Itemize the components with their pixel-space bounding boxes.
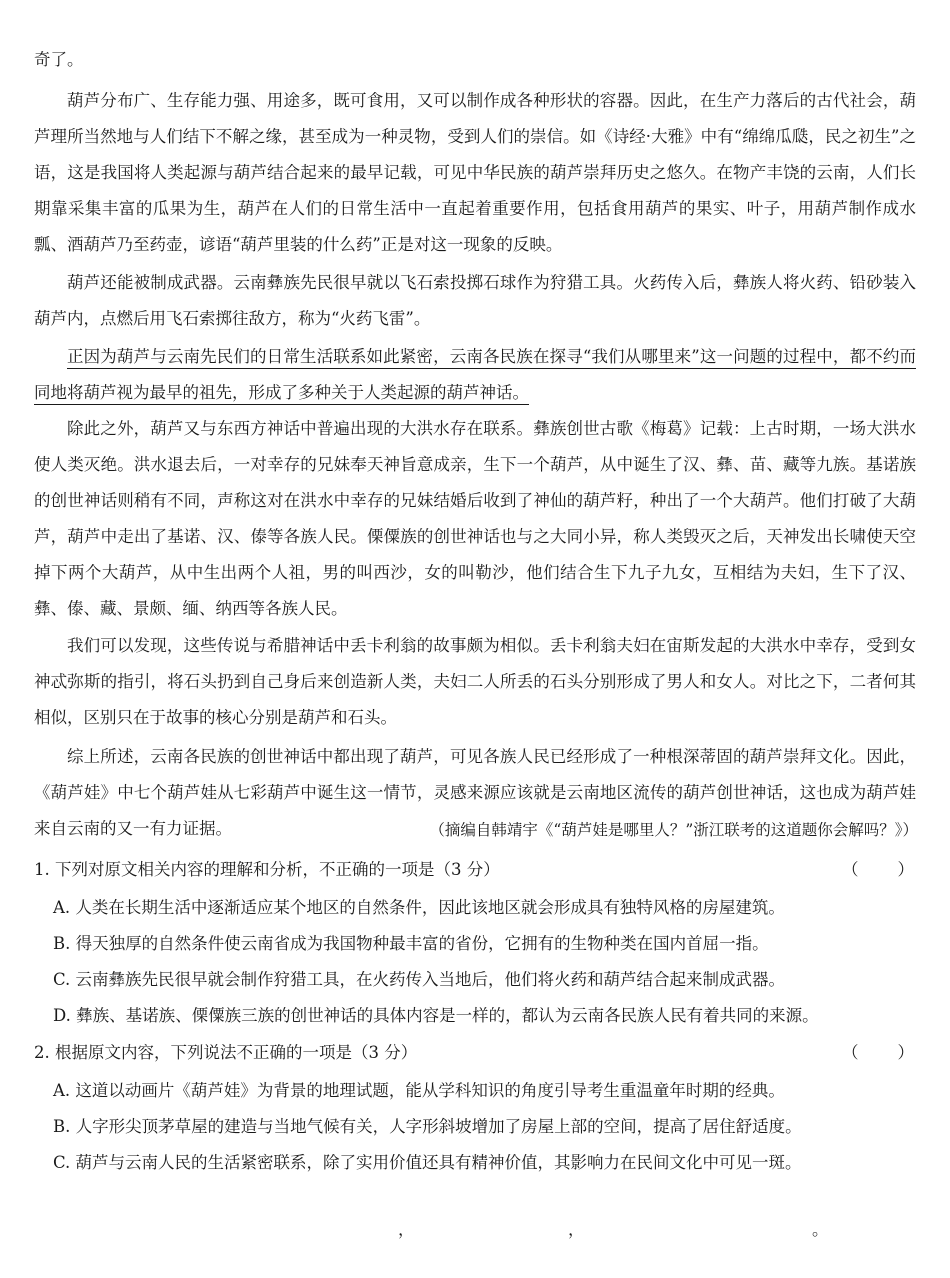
footer-punctuation-2: ， — [568, 1220, 585, 1239]
passage-paragraph-1: 葫芦分布广、生存能力强、用途多，既可食用，又可以制作成各种形状的容器。因此，在生产力落后的古代社会，葫芦理所当然地与人们结下不解之缘，甚至成为一种灵物，受到人们的崇信。如《诗经·大雅》中有“绵绵瓜瓞，民之初生”之语，这是我国将人类起源与葫芦结合起来的最早记载，可见中华民族的葫芦崇拜历史之悠久。在物产丰饶的云南，人们长期靠采集丰富的瓜果为生，葫芦在人们的日常生活中一直起着重要作用，包括食用葫芦的果实、叶子，用葫芦制作成水瓢、酒葫芦乃至药壶，谚语“葫芦里装的什么药”正是对这一现象的反映。 — [34, 91, 916, 254]
source-citation: （摘编自韩靖宇《“葫芦娃是哪里人？”浙江联考的这道题你会解吗？》） — [429, 821, 918, 839]
footer-punctuation-1: ， — [398, 1220, 415, 1239]
question-2-option-b[interactable]: B. 人字形尖顶茅草屋的建造与当地气候有关，人字形斜坡增加了房屋上部的空间，提高了居住舒适度。 — [53, 1117, 802, 1136]
passage-paragraph-2: 葫芦还能被制成武器。云南彝族先民很早就以飞石索投掷石球作为狩猎工具。火药传入后，彝族人将火药、铅砂装入葫芦内，点燃后用飞石索掷往敌方，称为“火药飞雷”。 — [34, 273, 916, 328]
underlined-sentence: 正因为葫芦与云南先民们的日常生活联系如此紧密，云南各民族在探寻“我们从哪里来”这一问题的过程中，都不约而同地将葫芦视为最早的祖先，形成了多种关于人类起源的葫芦神话。 — [34, 347, 916, 402]
passage-paragraph-4: 除此之外，葫芦又与东西方神话中普遍出现的大洪水存在联系。彝族创世古歌《梅葛》记载：上古时期，一场大洪水使人类灭绝。洪水退去后，一对幸存的兄妹奉天神旨意成亲，生下一个葫芦，从中诞生了汉、彝、苗、藏等九族。基诺族的创世神话则稍有不同，声称这对在洪水中幸存的兄妹结婚后收到了神仙的葫芦籽，种出了一个大葫芦。他们打破了大葫芦，葫芦中走出了基诺、汉、傣等各族人民。傈僳族的创世神话也与之大同小异，称人类毁灭之后，天神发出长啸使天空掉下两个大葫芦，从中生出两个人祖，男的叫西沙，女的叫勒沙，他们结合生下九子九女，互相结为夫妇，生下了汉、彝、傣、藏、景颇、缅、纳西等各族人民。 — [34, 419, 916, 618]
question-1-option-b[interactable]: B. 得天独厚的自然条件使云南省成为我国物种最丰富的省份，它拥有的生物种类在国内首屈一指。 — [53, 934, 769, 953]
question-2-option-c[interactable]: C. 葫芦与云南人民的生活紧密联系，除了实用价值还具有精神价值，其影响力在民间文化中可见一斑。 — [53, 1153, 802, 1172]
passage-paragraph-5: 我们可以发现，这些传说与希腊神话中丢卡利翁的故事颇为相似。丢卡利翁夫妇在宙斯发起的大洪水中幸存，受到女神忒弥斯的指引，将石头扔到自己身后来创造新人类，夫妇二人所丢的石头分别形成了男人和女人。对比之下，二者何其相似，区别只在于故事的核心分别是葫芦和石头。 — [34, 636, 916, 727]
question-2 — [34, 1035, 916, 1071]
question-2-option-a[interactable]: A. 这道以动画片《葫芦娃》为背景的地理试题，能从学科知识的角度引导考生重温童年时期的经典。 — [53, 1081, 785, 1100]
question-1-option-d[interactable]: D. 彝族、基诺族、傈僳族三族的创世神话的具体内容是一样的，都认为云南各民族人民有着共同的来源。 — [53, 1006, 819, 1025]
question-1-option-a[interactable]: A. 人类在长期生活中逐渐适应某个地区的自然条件，因此该地区就会形成具有独特风格的房屋建筑。 — [53, 898, 785, 917]
question-1-stem: 1. 下列对原文相关内容的理解和分析，不正确的一项是（3 分） — [34, 860, 500, 879]
answer-blank-2[interactable]: （ ） — [842, 1043, 916, 1062]
passage-paragraph-6: 综上所述，云南各民族的创世神话中都出现了葫芦，可见各族人民已经形成了一种根深蒂固的葫芦崇拜文化。因此，《葫芦娃》中七个葫芦娃从七彩葫芦中诞生这一情节，灵感来源应该就是云南地区流传的葫芦创世神话，这也成为葫芦娃来自云南的又一有力证据。 — [34, 747, 916, 838]
passage-paragraph-3-underlined — [34, 339, 916, 411]
footer-punctuation-3: 。 — [812, 1220, 829, 1239]
passage-fragment: 奇了。 — [34, 50, 84, 69]
question-2-stem: 2. 根据原文内容，下列说法不正确的一项是（3 分） — [34, 1043, 418, 1062]
answer-blank-1[interactable]: （ ） — [842, 860, 916, 879]
question-1 — [34, 852, 916, 888]
question-1-option-c[interactable]: C. 云南彝族先民很早就会制作狩猎工具，在火药传入当地后，他们将火药和葫芦结合起来制成武器。 — [53, 970, 786, 989]
